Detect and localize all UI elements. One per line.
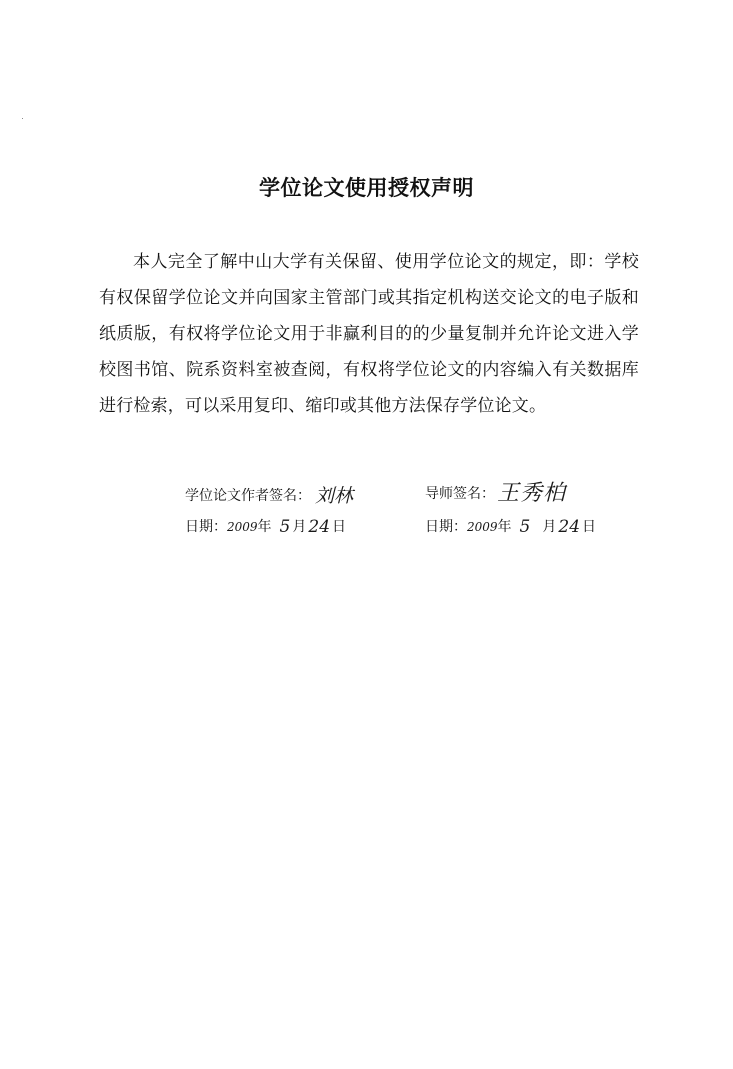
author-date-year: 2009 [227, 520, 258, 534]
author-date-row [185, 516, 346, 538]
author-date-year-char: 年 [257, 519, 272, 535]
advisor-date-year: 2009 [467, 520, 498, 534]
advisor-sign-label: 导师签名： [425, 486, 495, 502]
advisor-date-label: 日期： [425, 519, 467, 535]
author-date-day-char: 日 [332, 519, 347, 535]
page-title: 学位论文使用授权声明 [259, 176, 474, 200]
author-date-label: 日期： [185, 519, 227, 535]
advisor-date-day-char: 日 [582, 519, 597, 535]
advisor-date-day: 24 [558, 517, 581, 537]
author-date-month-char: 月 [292, 519, 307, 535]
advisor-date-month-char: 月 [542, 519, 557, 535]
advisor-signature-row [425, 483, 566, 505]
advisor-signature: 王秀柏 [497, 481, 567, 506]
scan-speck [22, 118, 23, 119]
advisor-date-row [425, 516, 596, 538]
author-signature-row [185, 485, 353, 507]
author-date-month: 5 [279, 517, 291, 537]
author-signature: 刘林 [315, 485, 354, 507]
advisor-date-year-char: 年 [497, 519, 512, 535]
authorization-statement: 本人完全了解中山大学有关保留、使用学位论文的规定，即：学校有权保留学位论文并向国家主管部门或其指定机构送交论文的电子版和纸质版，有权将学位论文用于非赢利目的的少量复制并允许论文进入学校图书馆、院系资料室被查阅，有权将学位论文的内容编入有关数据库进行检索，可以采用复印、缩印或其他方法保存学位论文。 [99, 252, 639, 416]
advisor-date-month: 5 [519, 517, 531, 537]
author-date-day: 24 [308, 517, 331, 537]
author-sign-label: 学位论文作者签名： [185, 488, 311, 504]
